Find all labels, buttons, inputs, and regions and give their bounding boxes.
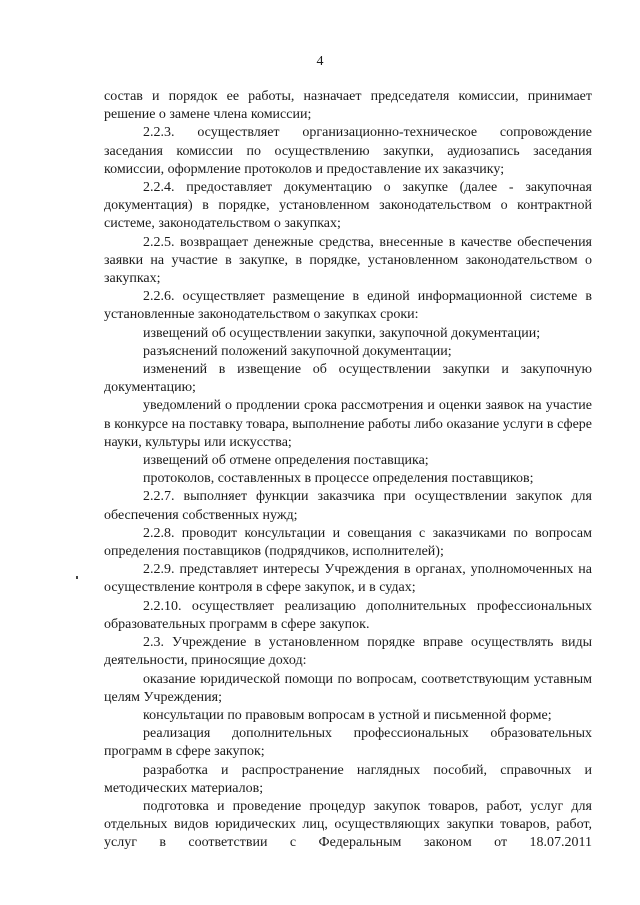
clause-2-2-5: 2.2.5. возвращает денежные средства, внесенные в качестве обеспечения заявки на участие в закупке, в порядке, установленном законодательством о закупках; — [104, 234, 592, 287]
list-item: оказание юридической помощи по вопросам, соответствующим уставным целям Учреждения; — [104, 671, 592, 705]
list-item: разъяснений положений закупочной документации; — [143, 343, 452, 359]
clause-2-2-6: 2.2.6. осуществляет размещение в единой информационной системе в установленные законодательством о закупках сроки: — [104, 289, 592, 323]
paragraph: состав и порядок ее работы, назначает председателя комиссии, принимает решение о замене члена комиссии; — [104, 89, 592, 123]
list-item: извещений об осуществлении закупки, закупочной документации; — [143, 325, 541, 341]
list-item: извещений об отмене определения поставщика; — [143, 453, 429, 469]
list-item: консультации по правовым вопросам в устной и письменной форме; — [143, 707, 552, 723]
document-body — [104, 88, 592, 853]
clause-2-2-10: 2.2.10. осуществляет реализацию дополнительных профессиональных образовательных программ в сфере закупок. — [104, 598, 592, 632]
clause-2-2-4: 2.2.4. предоставляет документацию о закупке (далее - закупочная документация) в порядке, установленном законодательством о контрактной системе, законодательством о закупках; — [104, 180, 592, 232]
clause-2-2-7: 2.2.7. выполняет функции заказчика при осуществлении закупок для обеспечения собственных нужд; — [104, 489, 592, 523]
list-item: подготовка и проведение процедур закупок товаров, работ, услуг для отдельных видов юридических лиц, осуществляющих закупки товаров, работ, услуг в соответствии с Федеральным законом от 18.07.2011 — [104, 798, 592, 851]
list-item: изменений в извещение об осуществлении закупки и закупочную документацию; — [104, 362, 592, 396]
clause-2-2-3: 2.2.3. осуществляет организационно-техническое сопровождение заседания комиссии по осуществлению закупки, аудиозапись заседания комиссии, оформление протоколов и предоставление их заказчику; — [104, 125, 592, 177]
clause-2-2-9: 2.2.9. представляет интересы Учреждения в органах, уполномоченных на осуществление контроля в сфере закупок, и в судах; — [104, 562, 592, 596]
list-item: реализация дополнительных профессиональных образовательных программ в сфере закупок; — [104, 726, 592, 760]
list-item: уведомлений о продлении срока рассмотрения и оценки заявок на участие в конкурсе на поставку товара, выполнение работы либо оказание услуги в сфере науки, культуры или искусства; — [104, 398, 592, 450]
clause-2-2-8: 2.2.8. проводит консультации и совещания с заказчиками по вопросам определения поставщиков (подрядчиков, исполнителей); — [104, 525, 592, 560]
clause-2-3: 2.3. Учреждение в установленном порядке вправе осуществлять виды деятельности, приносящие доход: — [104, 635, 592, 669]
list-item: разработка и распространение наглядных пособий, справочных и методических материалов; — [104, 762, 592, 796]
list-item: протоколов, составленных в процессе определения поставщиков; — [143, 471, 534, 487]
page-number: 4 — [316, 54, 324, 69]
scan-mark — [76, 576, 78, 579]
